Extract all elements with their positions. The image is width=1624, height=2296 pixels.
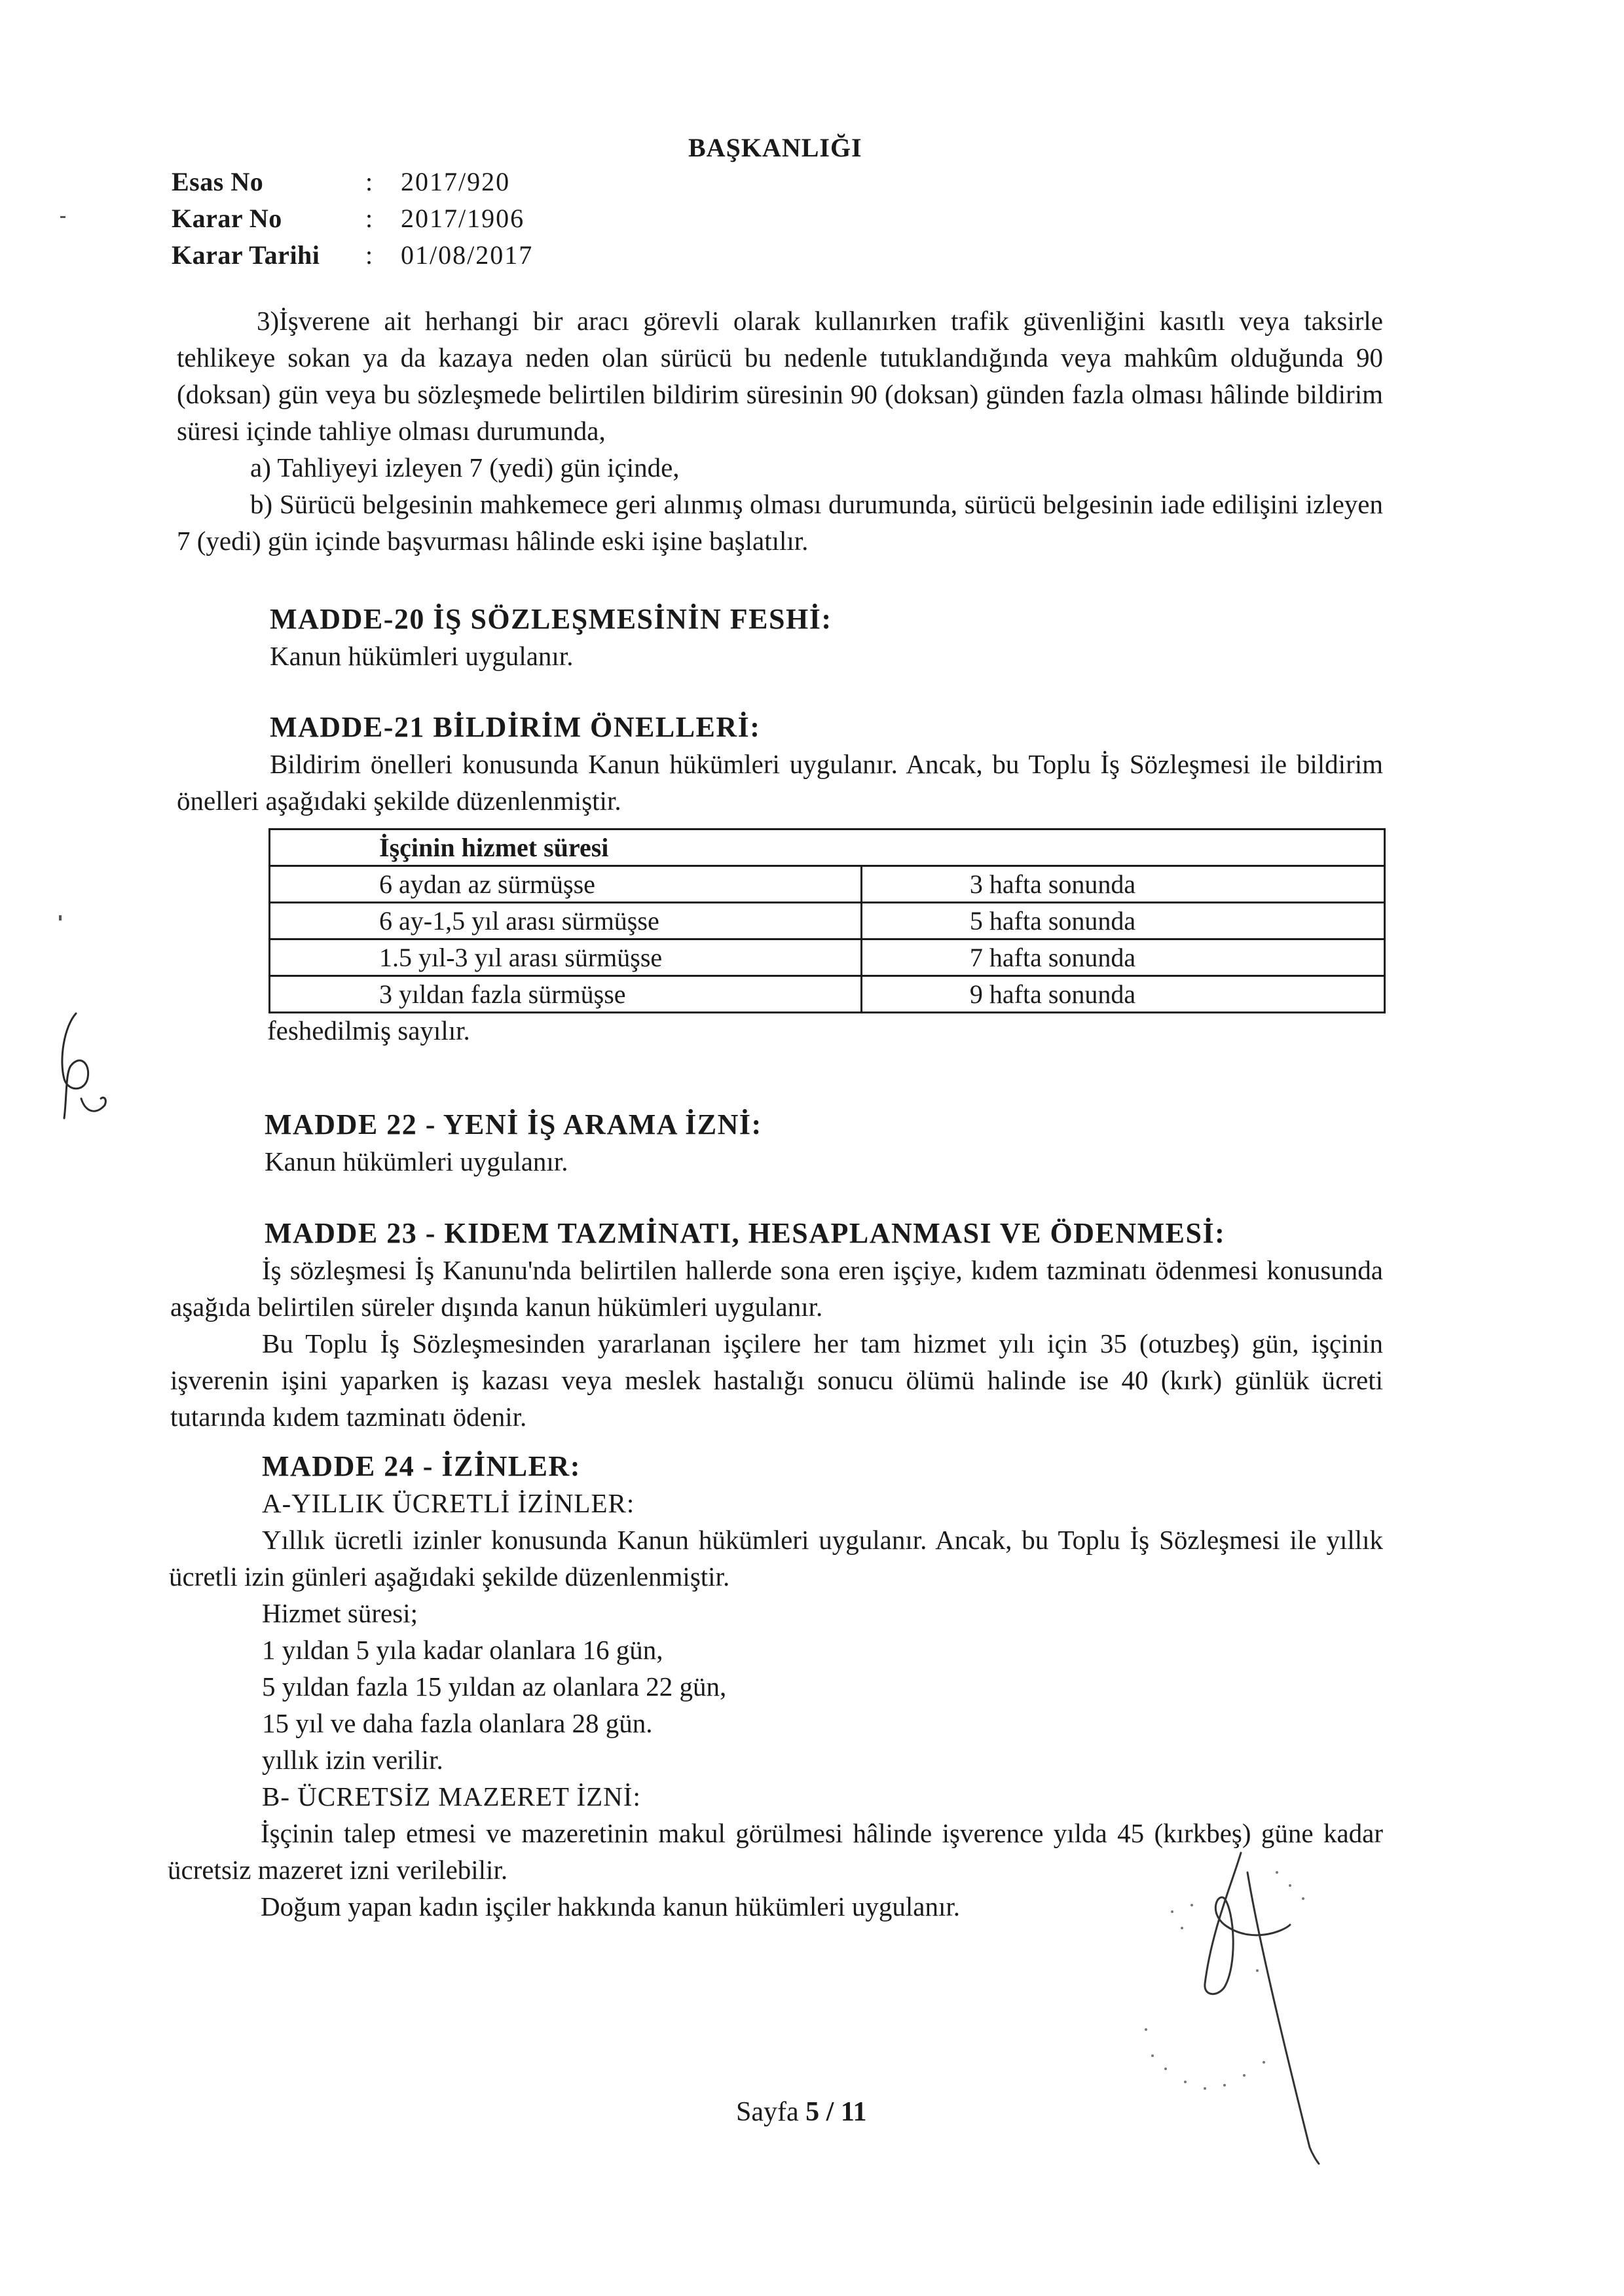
paragraph	[170, 1252, 1383, 1325]
madde-24-heading-block	[262, 1448, 1375, 1522]
item-3-block	[177, 302, 1383, 559]
item-3-paragraph	[177, 302, 1383, 449]
table-footnote: feshedilmiş sayılır.	[267, 1015, 470, 1046]
text-line: ödenmesi konusunda aşağıda belirtilen süreler dışında kanun hükümleri uygulanır.	[170, 1255, 1383, 1322]
meta-label: Esas No	[172, 167, 264, 196]
notice-cell: 3 hafta sonunda	[861, 866, 1384, 903]
margin-dash-mark	[60, 216, 65, 218]
text-line: İş sözleşmesi İş Kanunu'nda belirtilen hallerde sona eren işçiye, kıdem tazminatı	[262, 1255, 1147, 1285]
madde-21-body	[177, 746, 1383, 819]
meta-colon: :	[365, 167, 373, 196]
meta-label: Karar Tarihi	[172, 240, 320, 270]
paragraph	[169, 1522, 1383, 1595]
section-body: Kanun hükümleri uygulanır.	[270, 641, 574, 671]
table-row	[270, 866, 1385, 903]
text-line: veya taksirle tehlikeye sokan ya da kazaya neden olan sürücü bu nedenle tutuklandığında veya	[177, 306, 1383, 373]
text-line: Bildirim önelleri konusunda Kanun hükümleri uygulanır. Ancak, bu Toplu İş	[270, 749, 1120, 779]
meta-value: 2017/1906	[401, 204, 525, 233]
text-line: Yıllık ücretli izinler konusunda Kanun hükümleri uygulanır. Ancak, bu Toplu İş	[262, 1525, 1150, 1555]
notice-cell: 5 hafta sonunda	[861, 903, 1384, 939]
page-label: Sayfa	[736, 2097, 799, 2127]
page-current: 5	[805, 2097, 820, 2127]
list-item: 1 yıldan 5 yıla kadar olanlara 16 gün,	[262, 1635, 663, 1665]
section-body: Kanun hükümleri uygulanır.	[265, 1146, 568, 1176]
list-item: 15 yıl ve daha fazla olanlara 28 gün.	[262, 1708, 653, 1738]
leave-list	[262, 1595, 726, 1815]
section-body	[177, 746, 1383, 819]
handwritten-initial-mark	[45, 1000, 117, 1138]
section-heading: MADDE-21 BİLDİRİM ÖNELLERİ:	[270, 711, 761, 743]
page-number	[736, 2094, 867, 2130]
text-line: iade edilişini izleyen 7 (yedi) gün içinde başvurması hâlinde eski işine başlatılır.	[177, 489, 1383, 556]
page-total: 11	[840, 2097, 867, 2127]
text-line: 3)İşverene ait herhangi bir aracı görevli olarak kullanırken trafik güvenliğini kasıtlı	[257, 306, 1225, 336]
meta-value: 01/08/2017	[401, 240, 534, 270]
item-a: a) Tahliyeyi izleyen 7 (yedi) gün içinde,	[250, 452, 680, 483]
text-line: İşçinin talep etmesi ve mazeretinin makul görülmesi hâlinde işverence yılda 45	[261, 1818, 1145, 1848]
notice-period-table	[268, 828, 1386, 1013]
text-line: gün, işçinin işverenin işini yaparken iş kazası veya meslek hastalığı sonucu ölümü halinde ise	[170, 1328, 1384, 1395]
table-row	[270, 939, 1385, 976]
meta-label: Karar No	[172, 204, 282, 233]
signature-mark	[1094, 1833, 1369, 2174]
paragraph: Doğum yapan kadın işçiler hakkında kanun hükümleri uygulanır.	[261, 1891, 961, 1922]
subsection-b-title: B- ÜCRETSİZ MAZERET İZNİ:	[262, 1781, 641, 1812]
subsection-a-title: A-YILLIK ÜCRETLİ İZİNLER:	[262, 1488, 635, 1518]
meta-colon: :	[365, 204, 373, 233]
madde-24-a-body	[169, 1522, 1383, 1595]
paragraph	[170, 1325, 1383, 1435]
duration-cell: 3 yıldan fazla sürmüşse	[270, 976, 862, 1013]
duration-cell: 1.5 yıl-3 yıl arası sürmüşse	[270, 939, 862, 976]
section-heading: MADDE-20 İŞ SÖZLEŞMESİNİN FESHİ:	[270, 603, 832, 635]
text-line: mahkûm olduğunda 90 (doksan) gün veya bu sözleşmede belirtilen bildirim süresinin 90	[177, 342, 1383, 409]
section-heading: MADDE 24 - İZİNLER:	[262, 1450, 581, 1482]
table-row	[270, 976, 1385, 1013]
meta-colon: :	[365, 240, 373, 270]
table-header-row	[270, 829, 1385, 866]
section-heading: MADDE 23 - KIDEM TAZMİNATI, HESAPLANMASI VE ÖDENMESİ:	[265, 1217, 1226, 1249]
duration-cell: 6 aydan az sürmüşse	[270, 866, 862, 903]
madde-23-heading-block	[265, 1215, 1443, 1252]
text-line: Sözleşmesi ile yıllık ücretli izin günleri aşağıdaki şekilde düzenlenmiştir.	[169, 1525, 1384, 1592]
notice-cell: 9 hafta sonunda	[861, 976, 1384, 1013]
list-item: 5 yıldan fazla 15 yıldan az olanlara 22 gün,	[262, 1671, 727, 1702]
madde-20	[270, 601, 1383, 674]
page-separator: /	[826, 2097, 834, 2127]
item-b	[177, 486, 1383, 559]
notice-cell: 7 hafta sonunda	[861, 939, 1384, 976]
office-title: BAŞKANLIĞI	[688, 133, 862, 162]
text-line: Bu Toplu İş Sözleşmesinden yararlanan işçilere her tam hizmet yılı için 35 (otuzbeş)	[262, 1328, 1240, 1358]
section-heading: MADDE 22 - YENİ İŞ ARAMA İZNİ:	[265, 1108, 762, 1140]
text-line: Sözleşmesi ile bildirim önelleri aşağıdaki şekilde düzenlenmiştir.	[177, 749, 1383, 816]
madde-23-body	[170, 1252, 1383, 1435]
list-item: Hizmet süresi;	[262, 1598, 418, 1628]
table-header-cell: İşçinin hizmet süresi	[270, 829, 1385, 866]
table-row	[270, 903, 1385, 939]
madde-21-heading-block	[270, 709, 1383, 746]
margin-dot-mark	[59, 915, 62, 920]
text-line: (doksan) günden fazla olması hâlinde bildirim süresi içinde tahliye olması durumunda,	[177, 379, 1383, 446]
text-line: b) Sürücü belgesinin mahkemece geri alınmış olması durumunda, sürücü belgesinin	[250, 489, 1154, 519]
text-line: (kırkbeş) güne kadar ücretsiz mazeret izni verilebilir.	[168, 1818, 1383, 1885]
duration-cell: 6 ay-1,5 yıl arası sürmüşse	[270, 903, 862, 939]
madde-22	[265, 1106, 1378, 1180]
text-line: 40 (kırk) günlük ücreti tutarında kıdem tazminatı ödenir.	[170, 1365, 1383, 1432]
list-item: yıllık izin verilir.	[262, 1745, 443, 1775]
meta-value: 2017/920	[401, 167, 511, 196]
